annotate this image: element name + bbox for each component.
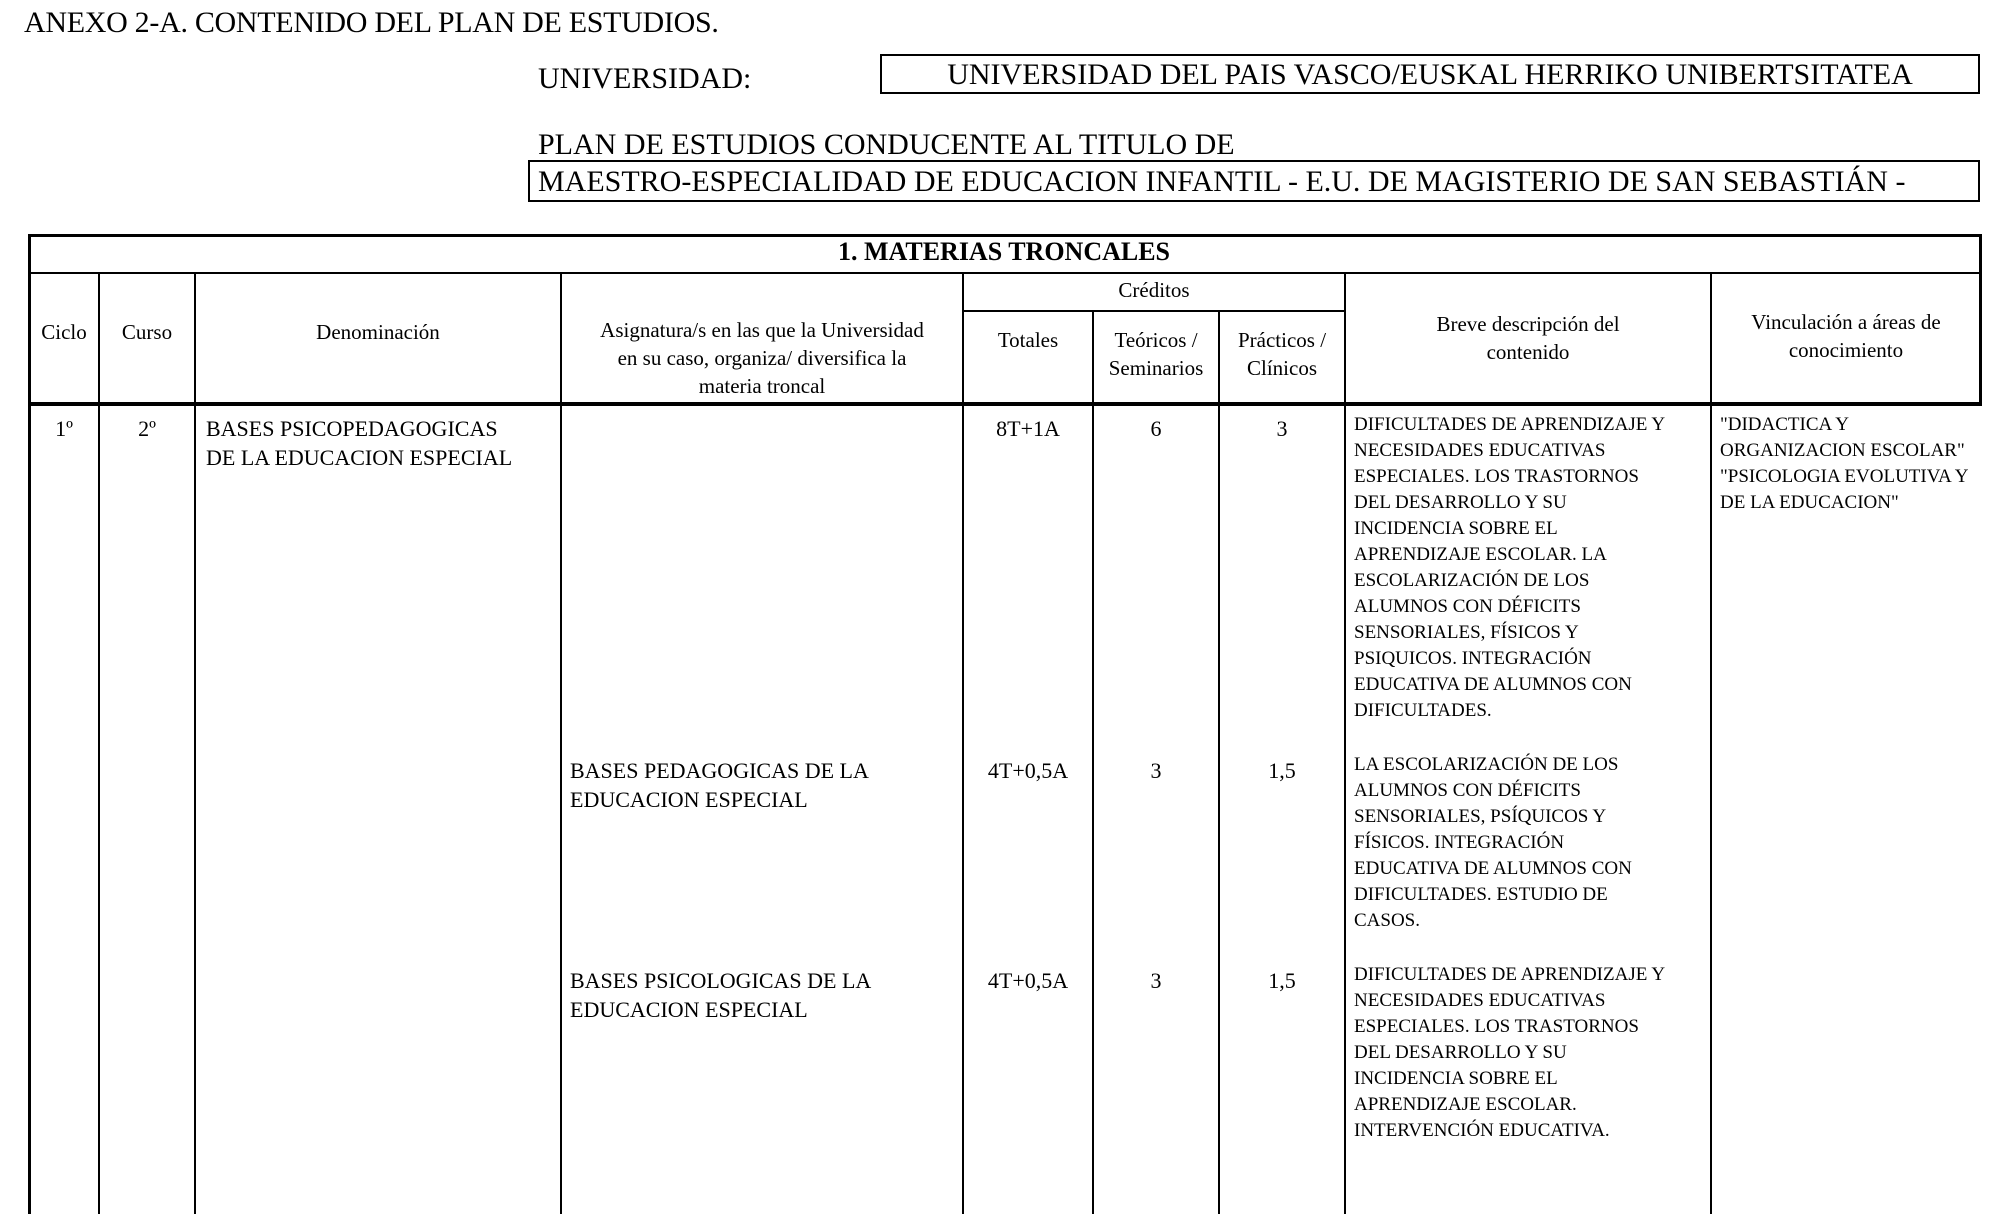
header-totales: Totales [997, 328, 1059, 352]
header-denominacion: Denominación [316, 320, 440, 344]
header-ciclo: Ciclo [41, 320, 87, 344]
row2-asignatura: BASES PEDAGOGICAS DE LA EDUCACION ESPECIAL [570, 758, 869, 812]
section-title: 1. MATERIAS TRONCALES [837, 237, 1171, 266]
row3-practicos: 1,5 [1268, 968, 1296, 993]
row1-practicos: 3 [1276, 416, 1288, 441]
row1-teoricos: 6 [1150, 416, 1162, 441]
row1-descripcion: DIFICULTADES DE APRENDIZAJE Y NECESIDADES EDUCATIVAS ESPECIALES. LOS TRASTORNOS DEL DESARROLLO Y SU INCIDENCIA SOBRE EL APRENDIZAJE ESCOLAR. LA ESCOLARIZACIÓN DE LOS ALUMNOS CON DÉFICITS SENSORIALES, FÍSICOS Y PSIQUICOS. INTEGRACIÓN EDUCATIVA DE ALUMNOS CON DIFICULTADES. [1354, 414, 1666, 721]
row1-vinculacion: "DIDACTICA Y ORGANIZACION ESCOLAR" "PSICOLOGIA EVOLUTIVA Y DE LA EDUCACION" [1720, 414, 1969, 513]
row1-denominacion: BASES PSICOPEDAGOGICAS DE LA EDUCACION ESPECIAL [206, 416, 513, 470]
header-creditos: Créditos [1118, 278, 1190, 302]
row2-descripcion: LA ESCOLARIZACIÓN DE LOS ALUMNOS CON DÉFICITS SENSORIALES, PSÍQUICOS Y FÍSICOS. INTEGRACIÓN EDUCATIVA DE ALUMNOS CON DIFICULTADES. ESTUDIO DE CASOS. [1354, 754, 1632, 931]
header-practicos: Prácticos / Clínicos [1237, 328, 1327, 380]
row2-practicos: 1,5 [1268, 758, 1296, 783]
header-descripcion: Breve descripción del contenido [1436, 312, 1620, 364]
row2-totales: 4T+0,5A [987, 758, 1069, 783]
header-vinculacion: Vinculación a áreas de conocimiento [1751, 310, 1941, 362]
annex-title: ANEXO 2-A. CONTENIDO DEL PLAN DE ESTUDIOS. [24, 6, 719, 39]
row3-totales: 4T+0,5A [987, 968, 1069, 993]
row2-teoricos: 3 [1150, 758, 1162, 783]
row1-totales: 8T+1A [996, 416, 1060, 441]
header-curso: Curso [121, 320, 173, 344]
row1-ciclo: 1º [55, 416, 73, 441]
plan-title-box: MAESTRO-ESPECIALIDAD DE EDUCACION INFANTIL - E.U. DE MAGISTERIO DE SAN SEBASTIÁN - [528, 160, 1980, 202]
row3-asignatura: BASES PSICOLOGICAS DE LA EDUCACION ESPECIAL [570, 968, 872, 1022]
row3-descripcion: DIFICULTADES DE APRENDIZAJE Y NECESIDADES EDUCATIVAS ESPECIALES. LOS TRASTORNOS DEL DESARROLLO Y SU INCIDENCIA SOBRE EL APRENDIZAJE ESCOLAR. INTERVENCIÓN EDUCATIVA. [1354, 964, 1666, 1141]
row3-teoricos: 3 [1150, 968, 1162, 993]
university-name-box: UNIVERSIDAD DEL PAIS VASCO/EUSKAL HERRIKO UNIBERTSITATEA [880, 54, 1980, 94]
header-asignatura: Asignatura/s en las que la Universidad en su caso, organiza/ diversifica la materia troncal [600, 318, 924, 398]
header-teoricos: Teóricos / Seminarios [1108, 328, 1204, 380]
row1-curso: 2º [138, 416, 156, 441]
university-label: UNIVERSIDAD: [538, 62, 752, 95]
plan-label: PLAN DE ESTUDIOS CONDUCENTE AL TITULO DE [538, 128, 1235, 161]
